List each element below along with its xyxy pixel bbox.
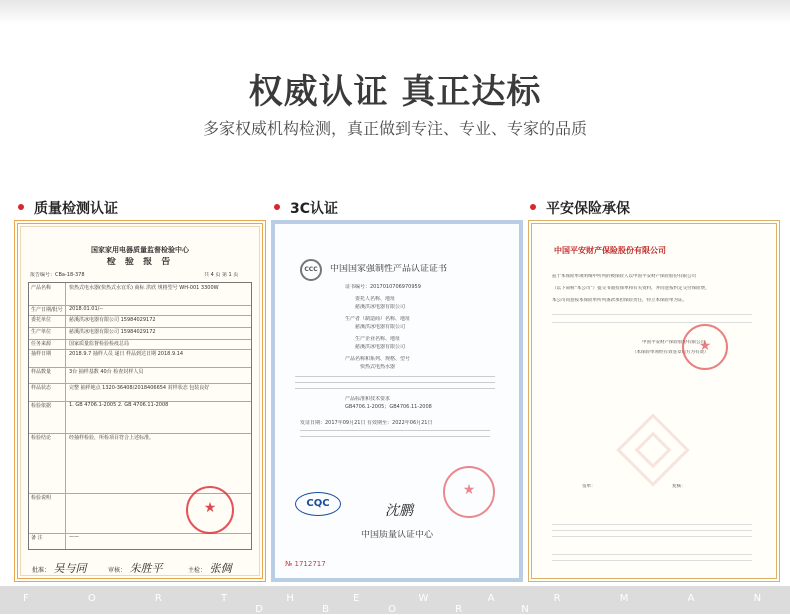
table-row: 备 注 ——: [31, 534, 79, 541]
table-row: 生产日期/批号 2018.01.01/--: [29, 305, 251, 316]
report-page: 共 4 页 第 1 页: [204, 272, 239, 278]
insurance-red-seal: ★: [682, 324, 728, 370]
report-title: 检 验 报 告: [106, 257, 174, 267]
ccc-cert-number: 证书编号：2017010706970959: [345, 284, 421, 290]
ccc-cert-label: 3C认证: [274, 198, 338, 218]
signature-approve: 批准： 吴与同: [32, 562, 87, 575]
quality-cert-label: 质量检测认证: [18, 198, 118, 218]
bullet-icon: [274, 204, 280, 210]
quality-report-image: [14, 220, 266, 582]
table-row: 产品名称 快热式电水器(快热式水宜乐) 商标 洪欣 规格型号 WH-001 3300W: [29, 283, 251, 306]
report-org: 国家家用电器质量监督检验中心: [91, 246, 189, 254]
footer-slogan: F O R T H E W A R M A N D B O R N: [22, 593, 768, 615]
bullet-icon: [18, 204, 24, 210]
table-row: 样品数量 3台 抽样基数 40台 检查封样人员: [29, 367, 251, 384]
table-row: 生产单位 慈溪洪冰电器有限公司 15984029172: [29, 327, 251, 340]
insurance-cert-label: 平安保险承保: [530, 198, 630, 218]
cqc-logo: CQC: [295, 492, 341, 516]
table-row: 检验依据 1. GB 4706.1-2005 2. GB 4706.11-2008: [29, 401, 251, 434]
insurance-header: 中国平安财产保险股份有限公司: [554, 246, 666, 255]
top-gradient: [0, 0, 790, 24]
ccc-certificate-image: CCC 中国国家强制性产品认证证书 证书编号：2017010706970959 委托人名称、地址 慈溪洪冰电器有限公司 生产者（制造商）名称、地址 慈溪洪冰电器有限公司 生产企业名称、地址 慈溪洪冰电器有限公司 产品名称和系列、规格、型号 快热式电热水器 产品标准和技术要求 GB4706.1-2005；GB4706.11-2008 发证日期：2017年09月21日 有效期至：2022年06月21日 CQC 沈鹏 ★ 中国质量认证中心 № 1712717: [271, 220, 523, 582]
bullet-icon: [530, 204, 536, 210]
report-number: 报告编号：CBa-18-378: [30, 272, 85, 278]
ccc-logo-icon: CCC: [300, 259, 322, 281]
signature-review: 审核： 朱胜平: [108, 562, 163, 575]
table-row: 检验说明: [29, 493, 251, 534]
page-subtitle: 多家权威机构检测，真正做到专注、专业、专家的品质: [202, 119, 587, 138]
page-title: 权威认证 真正达标: [248, 72, 542, 112]
signature-inspect: 主检： 张倜: [188, 562, 232, 575]
table-row: 检验结论 经抽样检验，所检项目符合上述标准。: [29, 433, 251, 494]
insurance-policy-image: 中国平安财产保险股份有限公司 兹于本保险单项明细中所列的被保险人以中国平安财产保险股份有限公司 （以下简称“本公司”）提交书面投保单和有关资料，并同意按约定交付保险费， 本公司同意按本保险单所列条款承担保险责任，特立本保险单为证。 中国平安财产保险股份有限公司 （本保险单须经有效签章后方为有效） ★ 签单： 复核：: [528, 220, 780, 582]
ccc-org: 中国质量认证中心: [360, 530, 433, 540]
ccc-serial: № 1712717: [285, 560, 326, 568]
red-seal-stamp: ★: [186, 486, 234, 534]
ccc-header: 中国国家强制性产品认证证书: [330, 264, 448, 274]
table-row: 任务来源 国家质量监督检验检疫总局: [29, 339, 251, 350]
ccc-signature: 沈鹏: [385, 503, 413, 519]
table-row: 委托单位 慈溪洪冰电器有限公司 15984029172: [29, 315, 251, 328]
ccc-red-seal: ★: [443, 466, 495, 518]
table-row: 样品状态 完整 抽样地点 1320-36408/2018406654 封样状态 包装良好: [29, 383, 251, 402]
table-row: 抽样日期 2018.9.7 抽样人员 递日 样品到达日期 2018.9.14: [29, 349, 251, 368]
